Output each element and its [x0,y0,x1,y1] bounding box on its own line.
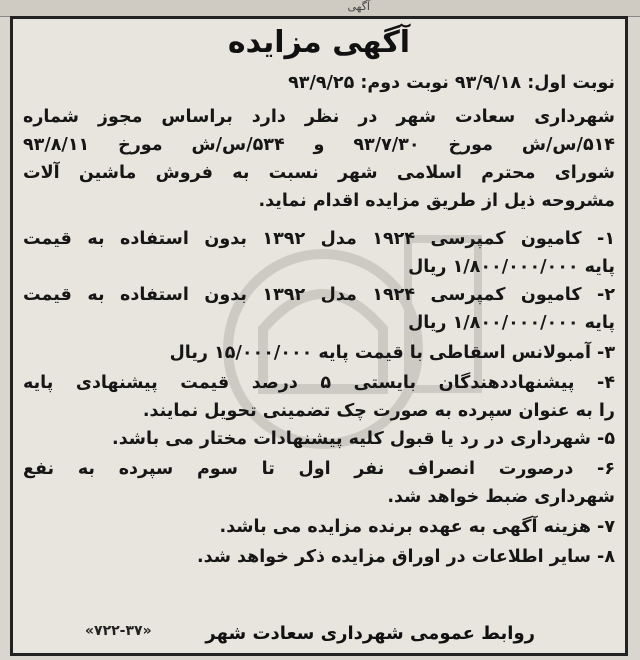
notice-line: ۲- کامیون کمپرسی ۱۹۲۴ مدل ۱۳۹۲ بدون استفاده به قیمت [23,285,615,305]
second-publication-date: نوبت دوم: ۹۳/۹/۲۵ [288,73,449,93]
notice-line: ۸- سایر اطلاعات در اوراق مزایده ذکر خواهد شد. [196,547,615,567]
notice-line: پایه ۱/۸۰۰/۰۰۰/۰۰۰ ریال [408,257,615,277]
notice-line: شهرداری ضبط خواهد شد. [387,487,615,507]
notice-line: را به عنوان سپرده به صورت چک تضمینی تحویل نمایند. [142,401,615,421]
first-publication-date: نوبت اول: ۹۳/۹/۱۸ [454,73,615,93]
notice-line: ۷- هزینه آگهی به عهده برنده مزایده می باشد. [219,517,615,537]
top-strip-text: آگهی [347,0,370,13]
notice-line: پایه ۱/۸۰۰/۰۰۰/۰۰۰ ریال [408,313,615,333]
publication-dates [23,69,615,97]
notice-line: ۴- پیشنهاددهندگان بایستی ۵ درصد قیمت پیشنهادی پایه [23,373,615,393]
auction-notice [10,16,628,656]
notice-line: شورای محترم اسلامی شهر نسبت به فروش ماشین آلات [23,163,615,183]
notice-code: «۷۲۲-۳۷» [85,623,152,639]
notice-line: شهرداری سعادت شهر در نظر دارد براساس مجوز شماره [23,107,615,127]
notice-line: مشروحه ذیل از طریق مزایده اقدام نماید. [258,191,615,211]
notice-line: ۳- آمبولانس اسقاطی با قیمت پایه ۱۵/۰۰۰/۰۰۰ ریال [169,343,615,363]
notice-title: آگهی مزایده [227,25,411,60]
issuer-signature: روابط عمومی شهرداری سعادت شهر [205,623,535,644]
notice-line: ۵- شهرداری در رد یا قبول کلیه پیشنهادات مختار می باشد. [112,429,615,449]
notice-line: ۶- درصورت انصراف نفر اول تا سوم سپرده به نفع [23,459,615,479]
notice-line: ۱- کامیون کمپرسی ۱۹۲۴ مدل ۱۳۹۲ بدون استفاده به قیمت [23,229,615,249]
notice-line: ۵۱۴/س/ش مورخ ۹۳/۷/۳۰ و ۵۳۴/س/ش مورخ ۹۳/۸/۱۱ [23,135,615,155]
top-clipping-strip [0,0,640,17]
